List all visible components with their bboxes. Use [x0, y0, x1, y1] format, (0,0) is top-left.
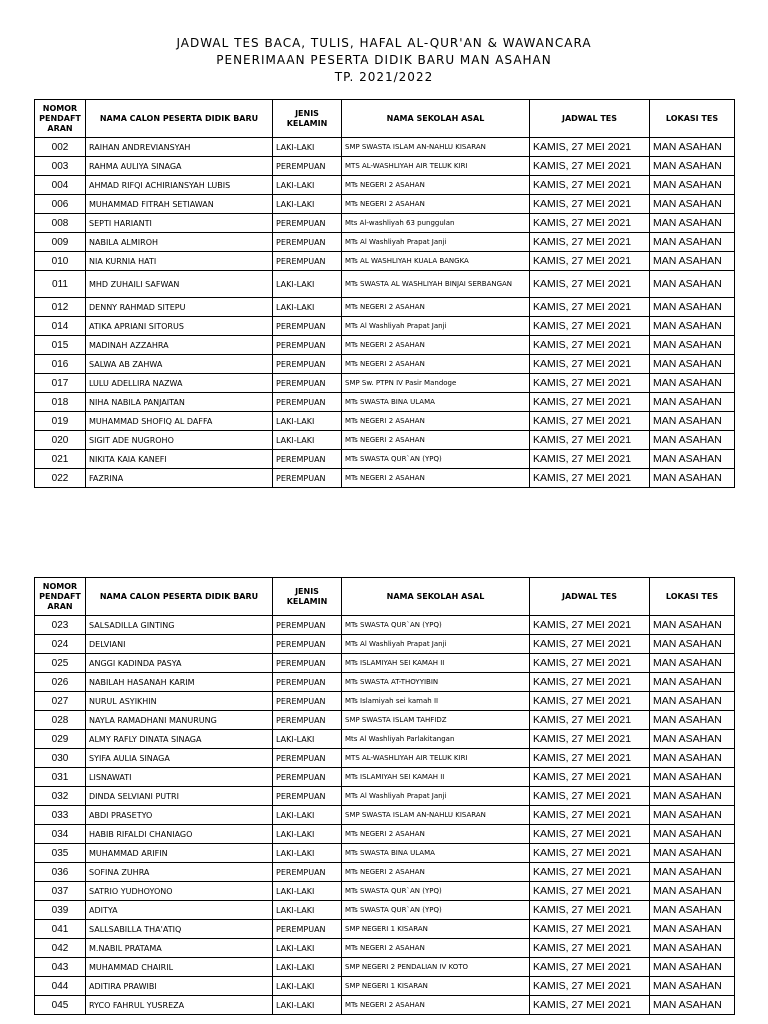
- table-row: [35, 469, 735, 488]
- test-location: MAN ASAHAN: [650, 958, 735, 977]
- registration-number: 028: [35, 711, 86, 730]
- test-date: KAMIS, 27 MEI 2021: [530, 901, 650, 920]
- gender: LAKI-LAKI: [273, 825, 342, 844]
- test-location: MAN ASAHAN: [650, 157, 735, 176]
- gender: LAKI-LAKI: [273, 138, 342, 157]
- table-row: [35, 692, 735, 711]
- student-name: DELVIANI: [86, 635, 273, 654]
- test-date: KAMIS, 27 MEI 2021: [530, 692, 650, 711]
- origin-school: MTs SWASTA QUR`AN (YPQ): [342, 901, 530, 920]
- gender: PEREMPUAN: [273, 317, 342, 336]
- gender: PEREMPUAN: [273, 635, 342, 654]
- test-location: MAN ASAHAN: [650, 692, 735, 711]
- origin-school: Mts Al-washliyah 63 punggulan: [342, 214, 530, 233]
- registration-number: 031: [35, 768, 86, 787]
- origin-school: MTs SWASTA BINA ULAMA: [342, 393, 530, 412]
- test-location: MAN ASAHAN: [650, 787, 735, 806]
- gender: PEREMPUAN: [273, 355, 342, 374]
- registration-number: 029: [35, 730, 86, 749]
- table-header-row: [35, 100, 735, 138]
- gender: LAKI-LAKI: [273, 844, 342, 863]
- origin-school: Mts Al Washliyah Parlakitangan: [342, 730, 530, 749]
- document-subtitle: PENERIMAAN PESERTA DIDIK BARU MAN ASAHAN: [216, 53, 552, 67]
- origin-school: SMP NEGERI 2 PENDALIAN IV KOTO: [342, 958, 530, 977]
- academic-year: TP. 2021/2022: [334, 70, 434, 84]
- student-name: ADITYA: [86, 901, 273, 920]
- registration-number: 032: [35, 787, 86, 806]
- origin-school: MTs SWASTA QUR`AN (YPQ): [342, 882, 530, 901]
- gender: LAKI-LAKI: [273, 806, 342, 825]
- origin-school: MTs SWASTA AL WASHLIYAH BINJAI SERBANGAN: [342, 271, 530, 298]
- student-name: RYCO FAHRUL YUSREZA: [86, 996, 273, 1015]
- test-date: KAMIS, 27 MEI 2021: [530, 768, 650, 787]
- registration-number: 010: [35, 252, 86, 271]
- student-name: SATRIO YUDHOYONO: [86, 882, 273, 901]
- test-date: KAMIS, 27 MEI 2021: [530, 374, 650, 393]
- origin-school: MTs NEGERI 2 ASAHAN: [342, 336, 530, 355]
- test-date: KAMIS, 27 MEI 2021: [530, 195, 650, 214]
- registration-number: 027: [35, 692, 86, 711]
- gender: PEREMPUAN: [273, 374, 342, 393]
- test-date: KAMIS, 27 MEI 2021: [530, 806, 650, 825]
- test-date: KAMIS, 27 MEI 2021: [530, 844, 650, 863]
- registration-number: 011: [35, 271, 86, 298]
- registration-number: 014: [35, 317, 86, 336]
- test-date: KAMIS, 27 MEI 2021: [530, 673, 650, 692]
- table-row: [35, 616, 735, 635]
- student-name: LISNAWATI: [86, 768, 273, 787]
- table-row: [35, 214, 735, 233]
- gender: PEREMPUAN: [273, 252, 342, 271]
- student-name: ANGGI KADINDA PASYA: [86, 654, 273, 673]
- test-location: MAN ASAHAN: [650, 768, 735, 787]
- registration-number: 042: [35, 939, 86, 958]
- test-location: MAN ASAHAN: [650, 920, 735, 939]
- student-name: SIGIT ADE NUGROHO: [86, 431, 273, 450]
- origin-school: MTs SWASTA QUR`AN (YPQ): [342, 450, 530, 469]
- test-location: MAN ASAHAN: [650, 844, 735, 863]
- table-row: [35, 901, 735, 920]
- test-date: KAMIS, 27 MEI 2021: [530, 654, 650, 673]
- test-date: KAMIS, 27 MEI 2021: [530, 355, 650, 374]
- registration-number: 004: [35, 176, 86, 195]
- registration-number: 035: [35, 844, 86, 863]
- gender: PEREMPUAN: [273, 336, 342, 355]
- schedule-table-2: [34, 577, 735, 1015]
- origin-school: MTs NEGERI 2 ASAHAN: [342, 431, 530, 450]
- gender: PEREMPUAN: [273, 863, 342, 882]
- gender: LAKI-LAKI: [273, 977, 342, 996]
- col-header-location: LOKASI TES: [650, 100, 735, 138]
- test-location: MAN ASAHAN: [650, 252, 735, 271]
- test-date: KAMIS, 27 MEI 2021: [530, 233, 650, 252]
- student-name: NAYLA RAMADHANI MANURUNG: [86, 711, 273, 730]
- test-location: MAN ASAHAN: [650, 138, 735, 157]
- table-row: [35, 374, 735, 393]
- test-location: MAN ASAHAN: [650, 996, 735, 1015]
- student-name: M.NABIL PRATAMA: [86, 939, 273, 958]
- student-name: NABILA ALMIROH: [86, 233, 273, 252]
- origin-school: MTs NEGERI 2 ASAHAN: [342, 355, 530, 374]
- test-date: KAMIS, 27 MEI 2021: [530, 939, 650, 958]
- test-date: KAMIS, 27 MEI 2021: [530, 450, 650, 469]
- student-name: RAIHAN ANDREVIANSYAH: [86, 138, 273, 157]
- test-date: KAMIS, 27 MEI 2021: [530, 996, 650, 1015]
- student-name: SALLSABILLA THA'ATIQ: [86, 920, 273, 939]
- test-date: KAMIS, 27 MEI 2021: [530, 317, 650, 336]
- table-row: [35, 920, 735, 939]
- registration-number: 015: [35, 336, 86, 355]
- test-date: KAMIS, 27 MEI 2021: [530, 787, 650, 806]
- table-row: [35, 996, 735, 1015]
- origin-school: MTs AL WASHLIYAH KUALA BANGKA: [342, 252, 530, 271]
- col-header-schedule: JADWAL TES: [530, 578, 650, 616]
- gender: PEREMPUAN: [273, 768, 342, 787]
- student-name: SALWA AB ZAHWA: [86, 355, 273, 374]
- col-header-school: NAMA SEKOLAH ASAL: [342, 578, 530, 616]
- registration-number: 017: [35, 374, 86, 393]
- registration-number: 008: [35, 214, 86, 233]
- origin-school: SMP SWASTA ISLAM TAHFIDZ: [342, 711, 530, 730]
- origin-school: SMP SWASTA ISLAM AN-NAHLU KISARAN: [342, 138, 530, 157]
- student-name: HABIB RIFALDI CHANIAGO: [86, 825, 273, 844]
- table-row: [35, 787, 735, 806]
- registration-number: 022: [35, 469, 86, 488]
- test-date: KAMIS, 27 MEI 2021: [530, 616, 650, 635]
- col-header-schedule: JADWAL TES: [530, 100, 650, 138]
- table-row: [35, 157, 735, 176]
- test-date: KAMIS, 27 MEI 2021: [530, 711, 650, 730]
- gender: PEREMPUAN: [273, 787, 342, 806]
- registration-number: 012: [35, 298, 86, 317]
- test-date: KAMIS, 27 MEI 2021: [530, 393, 650, 412]
- origin-school: MTs SWASTA QUR`AN (YPQ): [342, 616, 530, 635]
- test-location: MAN ASAHAN: [650, 635, 735, 654]
- student-name: NABILAH HASANAH KARIM: [86, 673, 273, 692]
- student-name: NIKITA KAIA KANEFI: [86, 450, 273, 469]
- origin-school: MTs Islamiyah sei kamah II: [342, 692, 530, 711]
- student-name: MUHAMMAD SHOFIQ AL DAFFA: [86, 412, 273, 431]
- test-location: MAN ASAHAN: [650, 901, 735, 920]
- table-row: [35, 825, 735, 844]
- registration-number: 039: [35, 901, 86, 920]
- table-row: [35, 958, 735, 977]
- gender: LAKI-LAKI: [273, 996, 342, 1015]
- origin-school: MTs Al Washliyah Prapat Janji: [342, 635, 530, 654]
- student-name: SYIFA AULIA SINAGA: [86, 749, 273, 768]
- student-name: MADINAH AZZAHRA: [86, 336, 273, 355]
- origin-school: MTs Al Washliyah Prapat Janji: [342, 787, 530, 806]
- col-header-number: NOMOR PENDAFT ARAN: [35, 100, 86, 138]
- table-row: [35, 355, 735, 374]
- origin-school: MTs NEGERI 2 ASAHAN: [342, 412, 530, 431]
- test-date: KAMIS, 27 MEI 2021: [530, 730, 650, 749]
- test-date: KAMIS, 27 MEI 2021: [530, 863, 650, 882]
- test-location: MAN ASAHAN: [650, 412, 735, 431]
- test-date: KAMIS, 27 MEI 2021: [530, 271, 650, 298]
- table-row: [35, 939, 735, 958]
- test-date: KAMIS, 27 MEI 2021: [530, 412, 650, 431]
- student-name: MUHAMMAD FITRAH SETIAWAN: [86, 195, 273, 214]
- origin-school: MTs SWASTA AT-THOYYIBIN: [342, 673, 530, 692]
- test-location: MAN ASAHAN: [650, 431, 735, 450]
- test-location: MAN ASAHAN: [650, 214, 735, 233]
- registration-number: 036: [35, 863, 86, 882]
- gender: PEREMPUAN: [273, 450, 342, 469]
- test-location: MAN ASAHAN: [650, 654, 735, 673]
- test-date: KAMIS, 27 MEI 2021: [530, 825, 650, 844]
- registration-number: 041: [35, 920, 86, 939]
- origin-school: MTs NEGERI 2 ASAHAN: [342, 996, 530, 1015]
- gender: LAKI-LAKI: [273, 431, 342, 450]
- student-name: ATIKA APRIANI SITORUS: [86, 317, 273, 336]
- student-name: NURUL ASYIKHIN: [86, 692, 273, 711]
- col-header-name: NAMA CALON PESERTA DIDIK BARU: [86, 100, 273, 138]
- test-location: MAN ASAHAN: [650, 749, 735, 768]
- test-location: MAN ASAHAN: [650, 317, 735, 336]
- table-row: [35, 749, 735, 768]
- gender: LAKI-LAKI: [273, 939, 342, 958]
- origin-school: MTs Al Washliyah Prapat Janji: [342, 317, 530, 336]
- table-row: [35, 271, 735, 298]
- gender: LAKI-LAKI: [273, 176, 342, 195]
- test-date: KAMIS, 27 MEI 2021: [530, 298, 650, 317]
- test-location: MAN ASAHAN: [650, 469, 735, 488]
- registration-number: 016: [35, 355, 86, 374]
- table-row: [35, 176, 735, 195]
- test-location: MAN ASAHAN: [650, 825, 735, 844]
- origin-school: SMP SWASTA ISLAM AN-NAHLU KISARAN: [342, 806, 530, 825]
- test-location: MAN ASAHAN: [650, 233, 735, 252]
- gender: LAKI-LAKI: [273, 271, 342, 298]
- student-name: MUHAMMAD ARIFIN: [86, 844, 273, 863]
- registration-number: 023: [35, 616, 86, 635]
- test-date: KAMIS, 27 MEI 2021: [530, 882, 650, 901]
- test-location: MAN ASAHAN: [650, 616, 735, 635]
- gender: PEREMPUAN: [273, 393, 342, 412]
- student-name: MHD ZUHAILI SAFWAN: [86, 271, 273, 298]
- origin-school: MTs NEGERI 2 ASAHAN: [342, 863, 530, 882]
- table-row: [35, 768, 735, 787]
- table-row: [35, 393, 735, 412]
- registration-number: 021: [35, 450, 86, 469]
- col-header-location: LOKASI TES: [650, 578, 735, 616]
- test-location: MAN ASAHAN: [650, 176, 735, 195]
- origin-school: SMP Sw. PTPN IV Pasir Mandoge: [342, 374, 530, 393]
- test-date: KAMIS, 27 MEI 2021: [530, 431, 650, 450]
- col-header-name: NAMA CALON PESERTA DIDIK BARU: [86, 578, 273, 616]
- student-name: ADITIRA PRAWIBI: [86, 977, 273, 996]
- gender: PEREMPUAN: [273, 157, 342, 176]
- origin-school: SMP NEGERI 1 KISARAN: [342, 977, 530, 996]
- table-row: [35, 450, 735, 469]
- table-row: [35, 730, 735, 749]
- test-location: MAN ASAHAN: [650, 374, 735, 393]
- origin-school: MTs Al Washliyah Prapat Janji: [342, 233, 530, 252]
- document-title: JADWAL TES BACA, TULIS, HAFAL AL-QUR'AN & WAWANCARA: [176, 36, 592, 50]
- registration-number: 020: [35, 431, 86, 450]
- table-row: [35, 882, 735, 901]
- col-header-gender: JENIS KELAMIN: [273, 100, 342, 138]
- test-date: KAMIS, 27 MEI 2021: [530, 138, 650, 157]
- student-name: LULU ADELLIRA NAZWA: [86, 374, 273, 393]
- test-location: MAN ASAHAN: [650, 863, 735, 882]
- gender: PEREMPUAN: [273, 692, 342, 711]
- table-row: [35, 412, 735, 431]
- gender: LAKI-LAKI: [273, 298, 342, 317]
- test-date: KAMIS, 27 MEI 2021: [530, 469, 650, 488]
- gender: PEREMPUAN: [273, 920, 342, 939]
- origin-school: MTS AL-WASHLIYAH AIR TELUK KIRI: [342, 157, 530, 176]
- registration-number: 045: [35, 996, 86, 1015]
- student-name: ABDI PRASETYO: [86, 806, 273, 825]
- student-name: ALMY RAFLY DINATA SINAGA: [86, 730, 273, 749]
- registration-number: 043: [35, 958, 86, 977]
- registration-number: 026: [35, 673, 86, 692]
- registration-number: 037: [35, 882, 86, 901]
- student-name: SEPTI HARIANTI: [86, 214, 273, 233]
- test-location: MAN ASAHAN: [650, 450, 735, 469]
- test-location: MAN ASAHAN: [650, 730, 735, 749]
- col-header-gender: JENIS KELAMIN: [273, 578, 342, 616]
- gender: LAKI-LAKI: [273, 730, 342, 749]
- registration-number: 006: [35, 195, 86, 214]
- test-location: MAN ASAHAN: [650, 939, 735, 958]
- registration-number: 030: [35, 749, 86, 768]
- origin-school: MTs NEGERI 2 ASAHAN: [342, 939, 530, 958]
- test-date: KAMIS, 27 MEI 2021: [530, 920, 650, 939]
- registration-number: 025: [35, 654, 86, 673]
- test-location: MAN ASAHAN: [650, 195, 735, 214]
- student-name: SOFINA ZUHRA: [86, 863, 273, 882]
- registration-number: 009: [35, 233, 86, 252]
- table-row: [35, 977, 735, 996]
- table-row: [35, 673, 735, 692]
- registration-number: 034: [35, 825, 86, 844]
- test-location: MAN ASAHAN: [650, 977, 735, 996]
- gender: LAKI-LAKI: [273, 412, 342, 431]
- origin-school: MTs ISLAMIYAH SEI KAMAH II: [342, 654, 530, 673]
- table-row: [35, 711, 735, 730]
- gender: PEREMPUAN: [273, 711, 342, 730]
- test-location: MAN ASAHAN: [650, 393, 735, 412]
- origin-school: MTs SWASTA BINA ULAMA: [342, 844, 530, 863]
- student-name: RAHMA AULIYA SINAGA: [86, 157, 273, 176]
- student-name: AHMAD RIFQI ACHIRIANSYAH LUBIS: [86, 176, 273, 195]
- table-row: [35, 252, 735, 271]
- student-name: DINDA SELVIANI PUTRI: [86, 787, 273, 806]
- test-location: MAN ASAHAN: [650, 711, 735, 730]
- table-header-row: [35, 578, 735, 616]
- test-location: MAN ASAHAN: [650, 806, 735, 825]
- origin-school: MTs NEGERI 2 ASAHAN: [342, 469, 530, 488]
- student-name: MUHAMMAD CHAIRIL: [86, 958, 273, 977]
- test-location: MAN ASAHAN: [650, 673, 735, 692]
- table-row: [35, 844, 735, 863]
- registration-number: 044: [35, 977, 86, 996]
- gender: PEREMPUAN: [273, 233, 342, 252]
- gender: PEREMPUAN: [273, 616, 342, 635]
- test-location: MAN ASAHAN: [650, 336, 735, 355]
- gender: LAKI-LAKI: [273, 901, 342, 920]
- origin-school: SMP NEGERI 1 KISARAN: [342, 920, 530, 939]
- table-row: [35, 806, 735, 825]
- registration-number: 003: [35, 157, 86, 176]
- schedule-table-1: [34, 99, 735, 488]
- origin-school: MTS AL-WASHLIYAH AIR TELUK KIRI: [342, 749, 530, 768]
- gender: PEREMPUAN: [273, 214, 342, 233]
- student-name: NIHA NABILA PANJAITAN: [86, 393, 273, 412]
- gender: PEREMPUAN: [273, 673, 342, 692]
- test-date: KAMIS, 27 MEI 2021: [530, 958, 650, 977]
- registration-number: 002: [35, 138, 86, 157]
- table-row: [35, 233, 735, 252]
- origin-school: MTs NEGERI 2 ASAHAN: [342, 176, 530, 195]
- table-row: [35, 138, 735, 157]
- table-row: [35, 635, 735, 654]
- origin-school: MTs NEGERI 2 ASAHAN: [342, 195, 530, 214]
- student-name: FAZRINA: [86, 469, 273, 488]
- table-row: [35, 195, 735, 214]
- origin-school: MTs ISLAMIYAH SEI KAMAH II: [342, 768, 530, 787]
- test-date: KAMIS, 27 MEI 2021: [530, 977, 650, 996]
- test-date: KAMIS, 27 MEI 2021: [530, 214, 650, 233]
- table-row: [35, 336, 735, 355]
- student-name: DENNY RAHMAD SITEPU: [86, 298, 273, 317]
- student-name: NIA KURNIA HATI: [86, 252, 273, 271]
- gender: PEREMPUAN: [273, 469, 342, 488]
- origin-school: MTs NEGERI 2 ASAHAN: [342, 298, 530, 317]
- test-location: MAN ASAHAN: [650, 298, 735, 317]
- registration-number: 024: [35, 635, 86, 654]
- registration-number: 019: [35, 412, 86, 431]
- origin-school: MTs NEGERI 2 ASAHAN: [342, 825, 530, 844]
- test-date: KAMIS, 27 MEI 2021: [530, 157, 650, 176]
- test-location: MAN ASAHAN: [650, 271, 735, 298]
- test-location: MAN ASAHAN: [650, 355, 735, 374]
- col-header-number: NOMOR PENDAFT ARAN: [35, 578, 86, 616]
- registration-number: 033: [35, 806, 86, 825]
- gender: LAKI-LAKI: [273, 958, 342, 977]
- gender: LAKI-LAKI: [273, 195, 342, 214]
- registration-number: 018: [35, 393, 86, 412]
- test-date: KAMIS, 27 MEI 2021: [530, 749, 650, 768]
- table-row: [35, 654, 735, 673]
- test-date: KAMIS, 27 MEI 2021: [530, 176, 650, 195]
- gender: PEREMPUAN: [273, 654, 342, 673]
- table-row: [35, 863, 735, 882]
- table-row: [35, 317, 735, 336]
- table-row: [35, 298, 735, 317]
- test-date: KAMIS, 27 MEI 2021: [530, 635, 650, 654]
- gender: PEREMPUAN: [273, 749, 342, 768]
- test-date: KAMIS, 27 MEI 2021: [530, 336, 650, 355]
- gender: LAKI-LAKI: [273, 882, 342, 901]
- test-date: KAMIS, 27 MEI 2021: [530, 252, 650, 271]
- table-row: [35, 431, 735, 450]
- col-header-school: NAMA SEKOLAH ASAL: [342, 100, 530, 138]
- student-name: SALSADILLA GINTING: [86, 616, 273, 635]
- test-location: MAN ASAHAN: [650, 882, 735, 901]
